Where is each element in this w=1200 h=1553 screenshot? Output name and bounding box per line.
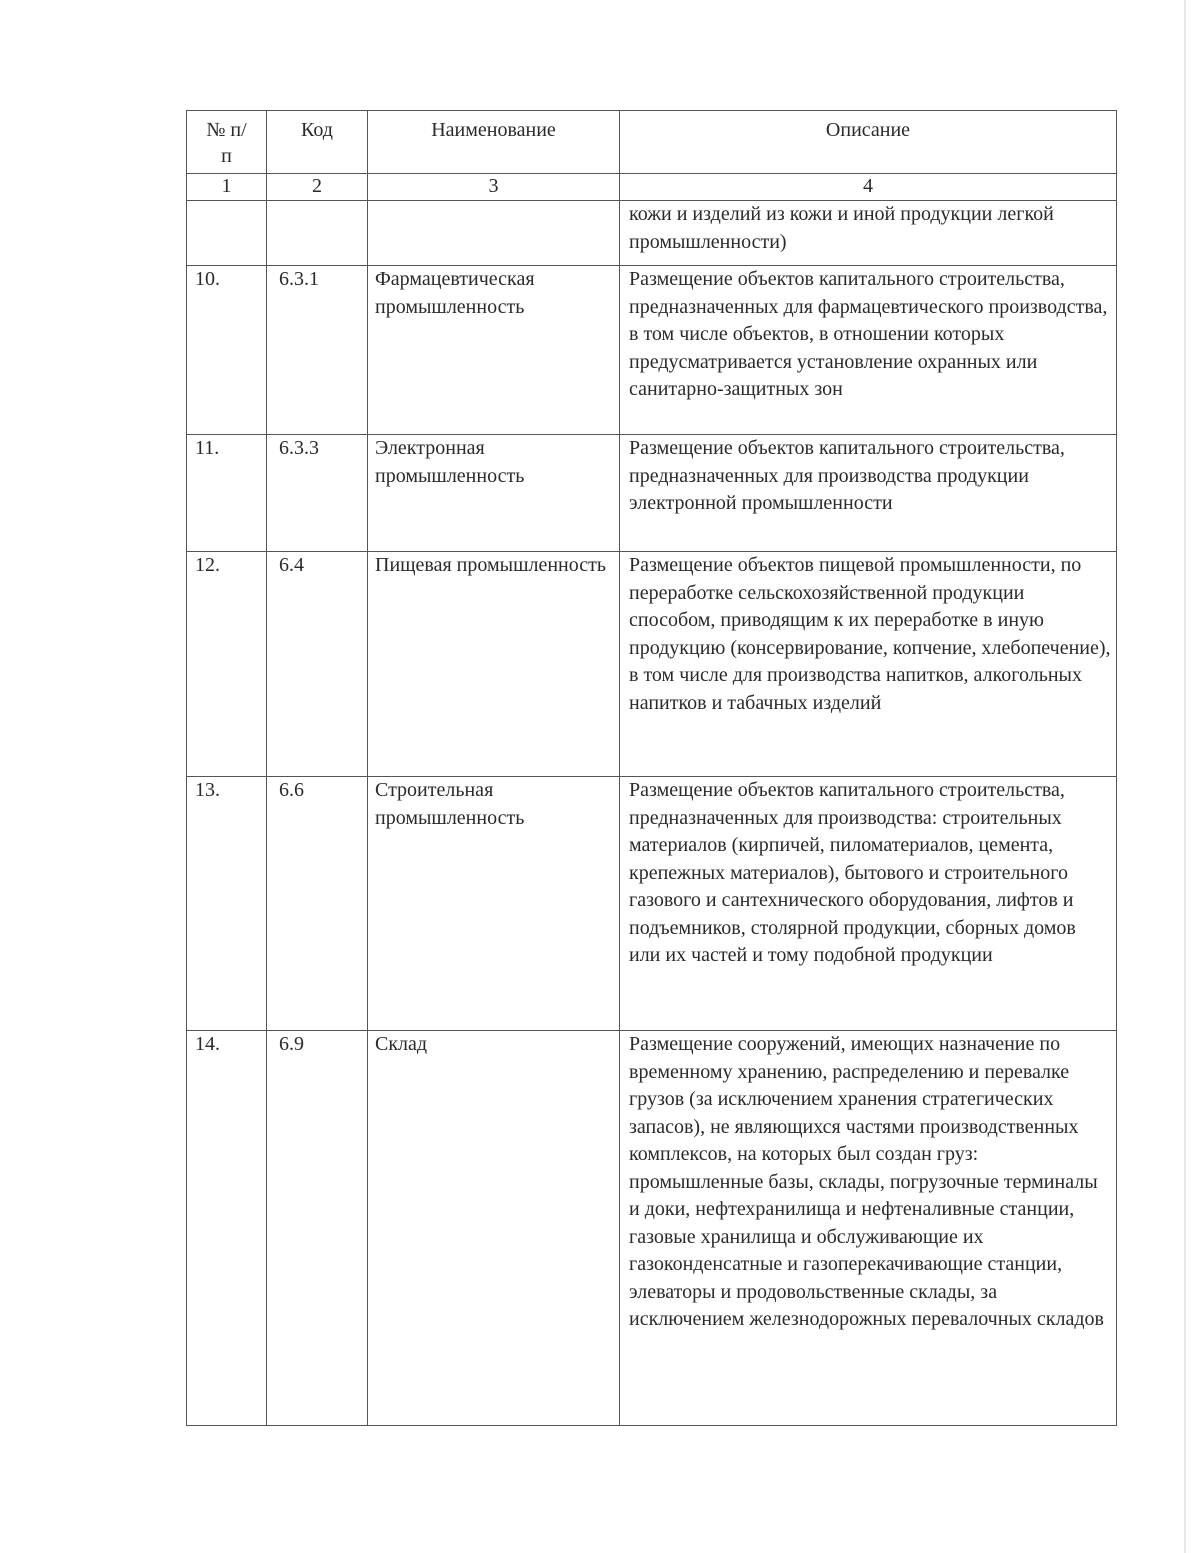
header-num: № п/п — [187, 111, 267, 174]
header-number-4: 4 — [620, 174, 1117, 201]
header-code: Код — [267, 111, 368, 174]
row-name: Строительная промышленность — [368, 777, 620, 1031]
table-row — [187, 552, 1117, 777]
table-row — [187, 1031, 1117, 1426]
header-name: Наименование — [368, 111, 620, 174]
row-number — [187, 201, 267, 266]
header-row — [187, 111, 1117, 174]
row-description: Размещение объектов капитального строительства, предназначенных для производства продукции электронной промышленности — [620, 435, 1117, 552]
header-number-3: 3 — [368, 174, 620, 201]
row-description: Размещение объектов пищевой промышленности, по переработке сельскохозяйственной продукции способом, приводящим к их переработке в иную продукцию (консервирование, копчение, хлебопечение), в том числе для производства напитков, алкогольных напитков и табачных изделий — [620, 552, 1117, 777]
row-number: 10. — [187, 266, 267, 435]
table-row — [187, 266, 1117, 435]
row-name: Склад — [368, 1031, 620, 1426]
header-description: Описание — [620, 111, 1117, 174]
row-description: кожи и изделий из кожи и иной продукции легкой промышленности) — [620, 201, 1117, 266]
table-row — [187, 777, 1117, 1031]
row-name: Электронная промышленность — [368, 435, 620, 552]
row-number: 11. — [187, 435, 267, 552]
page-edge — [1184, 0, 1186, 1553]
row-name — [368, 201, 620, 266]
row-code: 6.3.3 — [267, 435, 368, 552]
row-code — [267, 201, 368, 266]
row-description: Размещение объектов капитального строительства, предназначенных для фармацевтического производства, в том числе объектов, в отношении которых предусматривается установление охранных или санитарно-защитных зон — [620, 266, 1117, 435]
row-code: 6.4 — [267, 552, 368, 777]
header-number-1: 1 — [187, 174, 267, 201]
row-description: Размещение сооружений, имеющих назначение по временному хранению, распределению и перевалке грузов (за исключением хранения стратегических запасов), не являющихся частями производственных комплексов, на которых был создан груз: промышленные базы, склады, погрузочные терминалы и доки, нефтехранилища и нефтеналивные станции, газовые хранилища и обслуживающие их газоконденсатные и газоперекачивающие станции, элеваторы и продовольственные склады, за исключением железнодорожных перевалочных складов — [620, 1031, 1117, 1426]
table-row — [187, 201, 1117, 266]
row-number: 14. — [187, 1031, 267, 1426]
row-code: 6.6 — [267, 777, 368, 1031]
header-number-row — [187, 174, 1117, 201]
row-number: 13. — [187, 777, 267, 1031]
row-name: Фармацевтическая промышленность — [368, 266, 620, 435]
row-code: 6.9 — [267, 1031, 368, 1426]
row-name: Пищевая промышленность — [368, 552, 620, 777]
land-use-table — [186, 110, 1117, 1426]
row-description: Размещение объектов капитального строительства, предназначенных для производства: строительных материалов (кирпичей, пиломатериалов, цемента, крепежных материалов), бытового и строительного газового и сантехнического оборудования, лифтов и подъемников, столярной продукции, сборных домов или их частей и тому подобной продукции — [620, 777, 1117, 1031]
table-row — [187, 435, 1117, 552]
row-number: 12. — [187, 552, 267, 777]
row-code: 6.3.1 — [267, 266, 368, 435]
header-number-2: 2 — [267, 174, 368, 201]
